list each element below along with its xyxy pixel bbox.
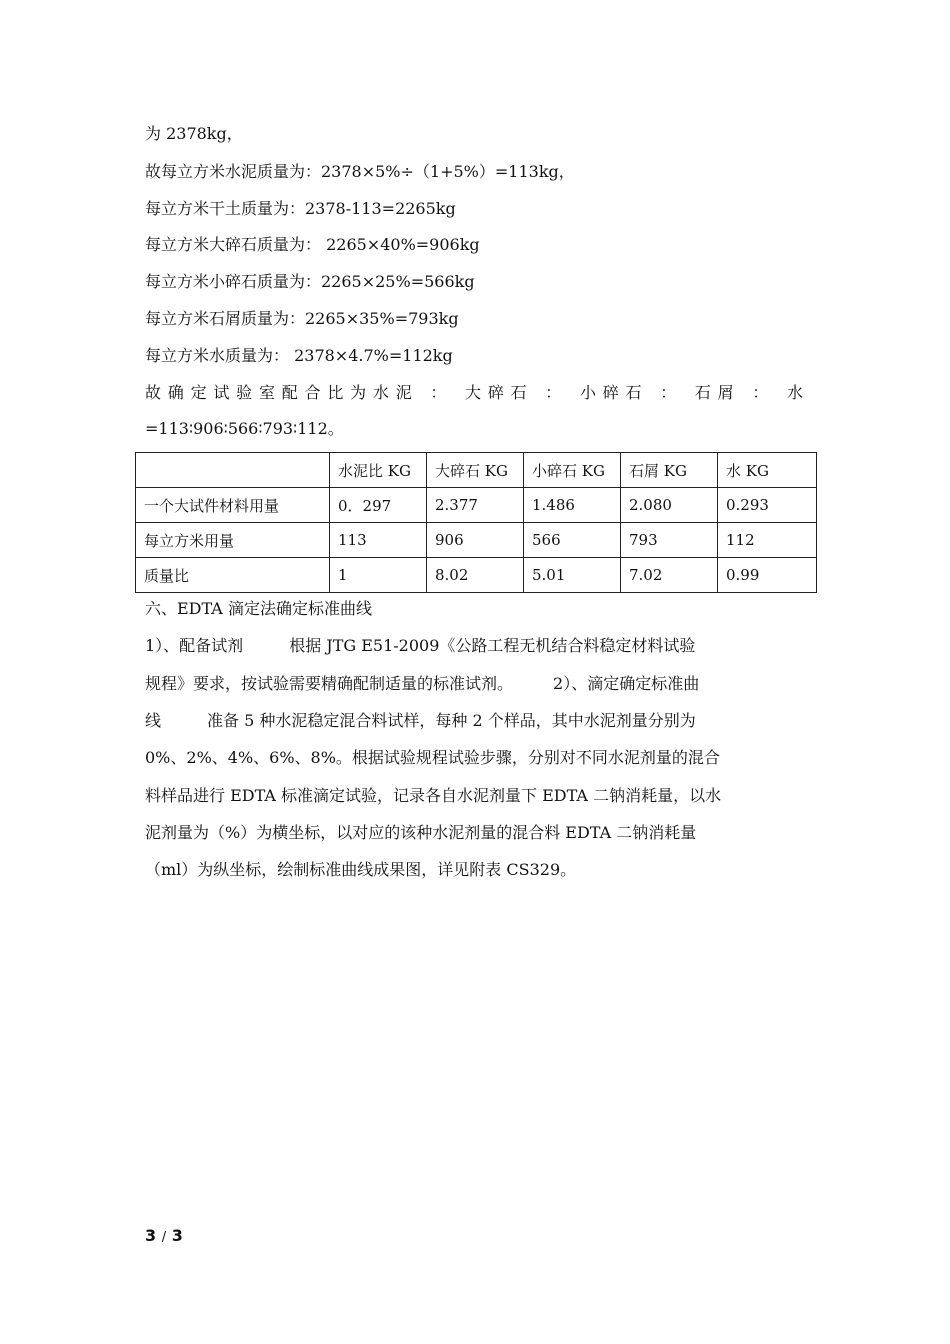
header-cell: 水 KG bbox=[718, 453, 817, 488]
table-cell: 793 bbox=[621, 523, 718, 558]
paragraph-line: 料样品进行 EDTA 标准滴定试验，记录各自水泥剂量下 EDTA 二钠消耗量，以水 bbox=[145, 786, 722, 805]
paragraph-line: （ml）为纵坐标，绘制标准曲线成果图，详见附表 CS329。 bbox=[145, 860, 577, 879]
step-text: 规程》要求，按试验需要精确配制适量的标准试剂。 bbox=[145, 674, 514, 693]
header-cell: 石屑 KG bbox=[621, 453, 718, 488]
table-cell: 0.99 bbox=[718, 558, 817, 593]
table-cell: 0．297 bbox=[330, 488, 427, 523]
text-line: 每立方米大碎石质量为： 2265×40%=906kg bbox=[145, 235, 480, 254]
table-cell: 2.377 bbox=[427, 488, 524, 523]
paragraph-line bbox=[145, 711, 696, 731]
step-text: 准备 5 种水泥稳定混合料试样，每种 2 个样品，其中水泥剂量分别为 bbox=[207, 711, 696, 730]
table-cell: 1.486 bbox=[524, 488, 621, 523]
page-separator: / bbox=[161, 1230, 167, 1245]
step-label: 1）、配备试剂 bbox=[145, 636, 244, 655]
table-cell: 113 bbox=[330, 523, 427, 558]
header-cell: 小碎石 KG bbox=[524, 453, 621, 488]
text-line: 每立方米干土质量为：2378-113=2265kg bbox=[145, 199, 456, 218]
table-cell: 5.01 bbox=[524, 558, 621, 593]
table-cell: 1 bbox=[330, 558, 427, 593]
table-cell: 2.080 bbox=[621, 488, 718, 523]
paragraph-line: 泥剂量为（%）为横坐标，以对应的该种水泥剂量的混合料 EDTA 二钠消耗量 bbox=[145, 823, 697, 842]
section-heading: 六、EDTA 滴定法确定标准曲线 bbox=[145, 599, 372, 618]
text-line: 每立方米石屑质量为：2265×35%=793kg bbox=[145, 309, 459, 328]
text-line: =113∶906∶566∶793∶112。 bbox=[145, 419, 344, 438]
table-row bbox=[136, 558, 817, 593]
header-cell bbox=[136, 453, 330, 488]
table-cell: 906 bbox=[427, 523, 524, 558]
table-cell: 566 bbox=[524, 523, 621, 558]
mix-ratio-table bbox=[135, 452, 817, 593]
step-text: 根据 JTG E51-2009《公路工程无机结合料稳定材料试验 bbox=[289, 636, 696, 655]
row-label-cell: 每立方米用量 bbox=[136, 523, 330, 558]
text-line: 故每立方米水泥质量为：2378×5%÷（1+5%）=113kg， bbox=[145, 162, 575, 181]
text-line: 故确定试验室配合比为水泥 ： 大碎石 ： 小碎石 ： 石屑 ： 水 bbox=[145, 383, 807, 402]
table-header-row bbox=[136, 453, 817, 488]
paragraph-line: 0%、2%、4%、6%、8%。根据试验规程试验步骤，分别对不同水泥剂量的混合 bbox=[145, 748, 720, 767]
text-line: 每立方米小碎石质量为：2265×25%=566kg bbox=[145, 272, 475, 291]
header-cell: 水泥比 KG bbox=[330, 453, 427, 488]
row-label-cell: 质量比 bbox=[136, 558, 330, 593]
paragraph-line bbox=[145, 636, 695, 656]
page-number bbox=[145, 1226, 183, 1245]
text-line: 为 2378kg， bbox=[145, 124, 243, 143]
total-pages: 3 bbox=[171, 1226, 183, 1245]
table-cell: 7.02 bbox=[621, 558, 718, 593]
row-label-cell: 一个大试件材料用量 bbox=[136, 488, 330, 523]
step-label: 2）、滴定确定标准曲 bbox=[553, 674, 700, 693]
step-label: 线 bbox=[145, 711, 162, 730]
header-cell: 大碎石 KG bbox=[427, 453, 524, 488]
table-row bbox=[136, 488, 817, 523]
table-cell: 0.293 bbox=[718, 488, 817, 523]
text-line: 每立方米水质量为： 2378×4.7%=112kg bbox=[145, 346, 453, 365]
paragraph-line bbox=[145, 674, 699, 694]
current-page: 3 bbox=[145, 1226, 157, 1245]
table-cell: 112 bbox=[718, 523, 817, 558]
table-cell: 8.02 bbox=[427, 558, 524, 593]
table-row bbox=[136, 523, 817, 558]
